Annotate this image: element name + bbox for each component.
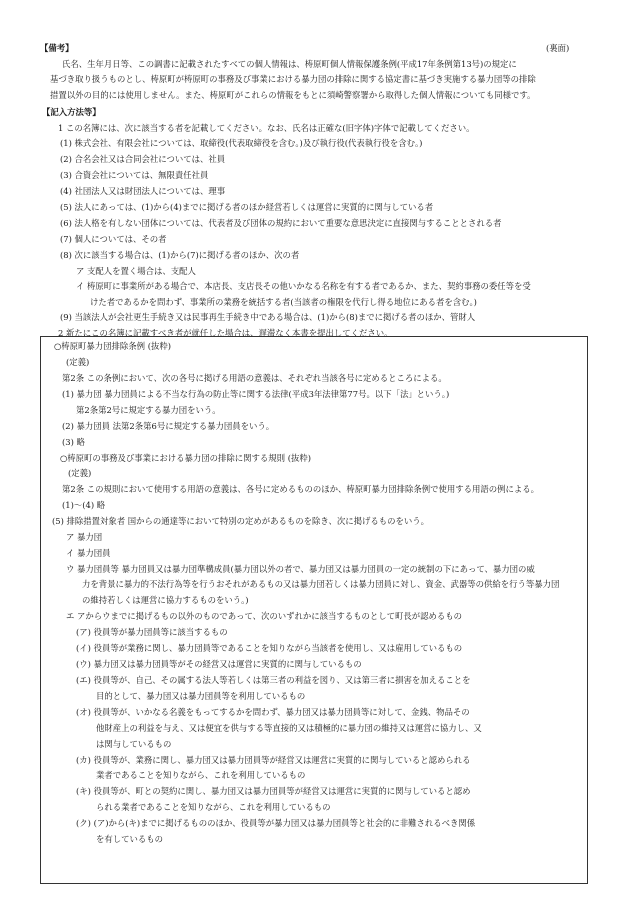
instruction-line: (8) 次に該当する場合は、(1)から(7)に掲げる者のほか、次の者 [60,250,300,260]
excerpt-line: られる業者であることを知りながら、これを利用しているもの [96,802,331,812]
excerpt-line: の維持若しくは運営に協力するものをいう。) [82,595,249,605]
excerpt-line: (定義) [68,468,92,478]
excerpt-line: ○梼原町暴力団排除条例 (抜粋) [54,341,172,351]
instruction-line: イ 梼原町に事業所がある場合で、本店長、支店長その他いかなる名称を有する者であるか、また、契約事務の委任等を受 [76,281,531,291]
excerpt-line: (オ) 役員等が、いかなる名義をもってするかを問わず、暴力団又は暴力団員等に対して、金銭、物品その [76,707,470,717]
excerpt-line: (ウ) 暴力団又は暴力団員等がその経営又は運営に実質的に関与しているもの [76,659,362,669]
excerpt-line: (ア) 役員等が暴力団員等に該当するもの [76,627,228,637]
excerpt-line: ウ 暴力団員等 暴力団員又は暴力団準構成員(暴力団以外の者で、暴力団又は暴力団員の一定の統制の下にあって、暴力団の威 [66,564,535,574]
remarks-line: 基づき取り扱うものとし、梼原町が梼原町の事務及び事業における暴力団の排除に関する協定書に基づき実施する暴力団等の排除 [50,74,536,84]
excerpt-line: を有しているもの [96,834,163,844]
excerpt-line: (カ) 役員等が、業務に関し、暴力団又は暴力団員等が経営又は運営に実質的に関与していると認められる [76,755,471,765]
remarks-line: 氏名、生年月日等、この調書に記載されたすべての個人情報は、梼原町個人情報保護条例(平成17年条例第13号)の規定に [62,59,517,69]
excerpt-line: (イ) 役員等が業務に関し、暴力団員等であることを知りながら当該者を使用し、又は雇用しているもの [76,643,463,653]
instruction-line: (3) 合資会社については、無限責任社員 [60,170,209,180]
remarks-heading: 【備考】 [40,43,74,53]
excerpt-line: (キ) 役員等が、町との契約に関し、暴力団又は暴力団員等が経営又は運営に実質的に関与していると認め [76,786,471,796]
excerpt-line: 第2条第2号に規定する暴力団をいう。 [76,405,221,415]
instruction-line: ア 支配人を置く場合は、支配人 [76,266,196,276]
instruction-line: (5) 法人にあっては、(1)から(4)までに掲げる者のほか経営若しくは運営に実質的に関与している者 [60,202,434,212]
excerpt-line: (1)〜(4) 略 [62,500,106,510]
instruction-line: 2 新たにこの名簿に記載すべき者が就任した場合は、遅滞なく本書を提出してください。 [58,328,393,338]
instruction-line: (9) 当該法人が会社更生手続き又は民事再生手続き中である場合は、(1)から(8)までに掲げる者のほか、管財人 [60,312,476,322]
excerpt-line: (5) 排除措置対象者 国からの通達等において特別の定めがあるものを除き、次に掲げるものをいう。 [52,516,429,526]
instruction-line: けた者であるかを問わず、事業所の業務を統括する者(当該者の権限を代行し得る地位にある者を含む。) [90,297,477,307]
remarks-line: 措置以外の目的には使用しません。また、梼原町がこれらの情報をもとに須崎警察署から取得した個人情報についても同様です。 [50,90,536,100]
excerpt-line: 他財産上の利益を与え、又は便宜を供与する等直接的又は積極的に暴力団の維持又は運営に協力し、又 [96,723,482,733]
excerpt-line: 業者であることを知りながら、これを利用しているもの [96,770,306,780]
instruction-line: (6) 法人格を有しない団体については、代表者及び団体の規約において重要な意思決定に直接関与することとされる者 [60,218,502,228]
excerpt-line: (ク) (ア)から(キ)までに掲げるもののほか、役員等が暴力団又は暴力団員等と社会的に非難されるべき関係 [76,818,476,828]
excerpt-line: 力を背景に暴力的不法行為等を行うおそれがあるもの又は暴力団若しくは暴力団員に対し、資金、武器等の供給を行う等暴力団 [82,579,560,589]
excerpt-line: ○梼原町の事務及び事業における暴力団の排除に関する規則 (抜粋) [60,453,312,463]
instruction-line: (7) 個人については、その者 [60,234,167,244]
instruction-line: (2) 合名会社又は合同会社については、社員 [60,154,226,164]
excerpt-line: (2) 暴力団員 法第2条第6号に規定する暴力団員をいう。 [62,421,275,431]
instructions-heading: 【記入方法等】 [42,107,101,117]
excerpt-line: エ アからウまでに掲げるもの以外のものであって、次のいずれかに該当するものとして町長が認めるもの [66,611,463,621]
instruction-line: (1) 株式会社、有限会社については、取締役(代表取締役を含む。)及び執行役(代表執行役を含む。) [60,138,423,148]
excerpt-line: は関与しているもの [96,739,172,749]
instruction-line: (4) 社団法人又は財団法人については、理事 [60,186,226,196]
instruction-line: 1 この名簿には、次に該当する者を記載してください。なお、氏名は正確な(旧字体)字体で記載してください。 [58,123,475,133]
excerpt-line: (定義) [66,357,90,367]
excerpt-line: 第2条 この条例において、次の各号に掲げる用語の意義は、それぞれ当該各号に定めるところによる。 [62,373,447,383]
excerpt-line: (エ) 役員等が、自己、その属する法人等若しくは第三者の利益を図り、又は第三者に損害を加えることを [76,675,471,685]
excerpt-line: 目的として、暴力団又は暴力団員等を利用しているもの [96,691,306,701]
excerpt-line: ア 暴力団 [66,532,103,542]
excerpt-line: 第2条 この規則において使用する用語の意義は、各号に定めるもののほか、梼原町暴力団排除条例で使用する用語の例による。 [62,484,539,494]
page-side-label: (裏面) [546,43,570,53]
excerpt-line: (3) 略 [62,437,85,447]
excerpt-line: イ 暴力団員 [66,548,111,558]
excerpt-line: (1) 暴力団 暴力団員による不当な行為の防止等に関する法律(平成3年法律第77号。以下「法」という。) [62,389,450,399]
